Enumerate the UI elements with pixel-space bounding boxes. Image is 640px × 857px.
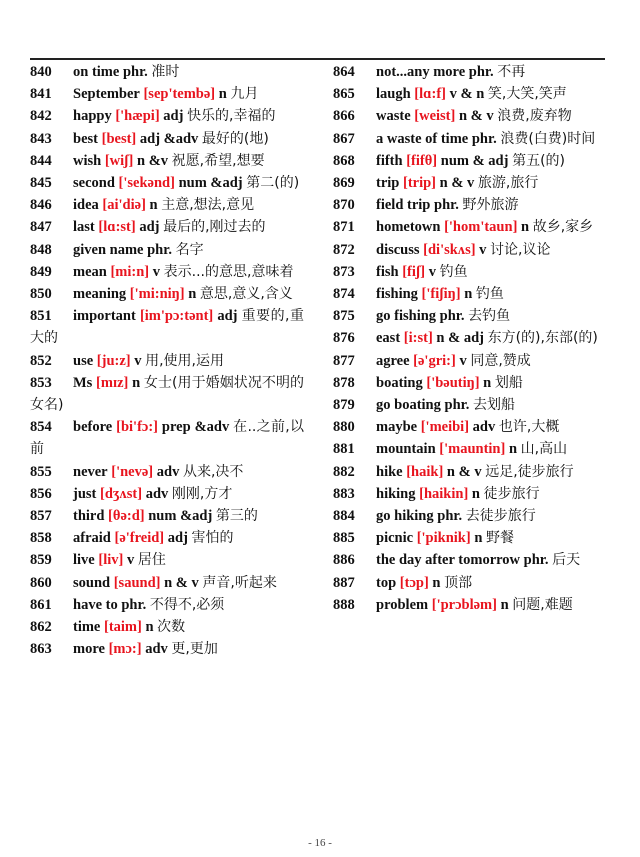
entry-word: afraid [73, 530, 111, 547]
entry-word: have to [73, 596, 118, 613]
entry-part-of-speech: num &adj [178, 175, 243, 192]
entry-part-of-speech: n [432, 574, 441, 591]
entry-number: 876 [333, 330, 355, 347]
entry-meaning: 声音,听起来 [202, 574, 277, 591]
entry-word: second [73, 175, 115, 192]
vocab-entry [333, 594, 607, 616]
entry-word: meaning [73, 286, 127, 303]
entry-meaning: 笑,大笑,笑声 [487, 86, 567, 103]
entry-word: fishing [376, 286, 418, 303]
entry-part-of-speech: n & v [458, 108, 494, 125]
entry-word: last [73, 219, 95, 236]
entry-word: waste [376, 108, 411, 125]
entry-meaning: 野外旅游 [462, 197, 519, 214]
entry-phonetic: [wiʃ] [104, 152, 134, 169]
entry-number: 867 [333, 130, 355, 147]
entry-part-of-speech: phr. [434, 197, 459, 214]
entry-meaning: 问题,难题 [512, 596, 573, 613]
entry-part-of-speech: phr. [439, 308, 465, 325]
entry-word: important [73, 308, 136, 325]
entry-meaning: 徒步旅行 [483, 485, 540, 502]
entry-meaning: 第三的 [215, 508, 258, 525]
vocab-entry [30, 549, 304, 571]
vocab-entry [30, 416, 304, 460]
entry-part-of-speech: n [145, 619, 154, 636]
vocab-entry [333, 305, 607, 327]
entry-number: 878 [333, 374, 355, 391]
entry-word: agree [376, 352, 410, 369]
vocab-entry [30, 105, 304, 127]
vocab-entry [333, 572, 607, 594]
entry-part-of-speech: n [500, 596, 509, 613]
vocab-entry [333, 150, 607, 172]
entry-number: 848 [30, 241, 52, 258]
entry-part-of-speech: v [126, 552, 135, 569]
entry-word: maybe [376, 419, 418, 436]
entry-phonetic: [θə:d] [108, 508, 145, 525]
left-column [30, 61, 304, 660]
entry-meaning: 浪费,废弃物 [497, 108, 572, 125]
vocab-entry [333, 61, 607, 83]
entry-number: 846 [30, 197, 52, 214]
vocab-entry [30, 83, 304, 105]
vocab-entry [333, 350, 607, 372]
entry-part-of-speech: phr. [471, 130, 497, 147]
vocab-entry [333, 483, 607, 505]
entry-part-of-speech: n [132, 374, 141, 391]
entry-phonetic: [mɪz] [96, 374, 129, 391]
entry-phonetic: [taim] [104, 619, 142, 636]
entry-word: fifth [376, 152, 403, 169]
entry-word: the day after tomorrow [376, 552, 521, 569]
entry-number: 888 [333, 596, 355, 613]
entry-word: before [73, 419, 113, 436]
entry-number: 855 [30, 463, 52, 480]
entry-meaning: 九月 [230, 86, 259, 103]
entry-phonetic: [sep'tembə] [143, 86, 216, 103]
vocab-entry [30, 150, 304, 172]
entry-word: go hiking [376, 508, 434, 525]
vocab-entry [30, 527, 304, 549]
entry-number: 865 [333, 86, 355, 103]
entry-phonetic: [ə'freid] [114, 530, 165, 547]
entry-word: fish [376, 263, 399, 280]
entry-part-of-speech: v [479, 241, 487, 258]
entry-part-of-speech: adj &adv [139, 130, 199, 147]
entry-word: not...any more [376, 64, 466, 80]
entry-part-of-speech: n [464, 286, 473, 303]
entry-number: 862 [30, 619, 52, 636]
entry-number: 852 [30, 352, 52, 369]
entry-number: 849 [30, 263, 52, 280]
vocab-entry [333, 105, 607, 127]
entry-phonetic: ['sekənd] [118, 175, 175, 192]
entry-number: 877 [333, 352, 355, 369]
entry-part-of-speech: n [218, 86, 227, 103]
entry-number: 860 [30, 574, 52, 591]
entry-meaning: 去划船 [472, 397, 515, 414]
entry-part-of-speech: n [471, 485, 480, 502]
entry-word: sound [73, 574, 111, 591]
vocab-entry [30, 372, 304, 416]
vocab-entry [30, 216, 304, 238]
entry-meaning: 第五(的) [512, 152, 566, 169]
vocab-entry [333, 416, 607, 438]
entry-phonetic: [di'skʌs] [423, 241, 476, 258]
entry-meaning: 浪费(白费)时间 [500, 130, 596, 147]
entry-number: 886 [333, 552, 355, 569]
entry-number: 866 [333, 108, 355, 125]
vocab-entry [30, 616, 304, 638]
vocab-entry [333, 283, 607, 305]
entry-meaning: 不再 [497, 64, 526, 80]
entry-number: 884 [333, 508, 355, 525]
vocab-entry [30, 572, 304, 594]
entry-meaning: 从来,决不 [182, 463, 244, 480]
entry-phonetic: [ju:z] [96, 352, 131, 369]
vocab-entry [333, 372, 607, 394]
entry-part-of-speech: phr. [147, 241, 172, 258]
entry-part-of-speech: n [474, 530, 483, 547]
entry-part-of-speech: adv [145, 641, 168, 658]
entry-meaning: 后天 [552, 552, 581, 569]
entry-part-of-speech: n [508, 441, 518, 458]
entry-phonetic: [lɑ:st] [98, 219, 136, 236]
entry-word: just [73, 485, 97, 502]
entry-number: 879 [333, 397, 355, 414]
entry-phonetic: [im'pɔ:tənt] [139, 308, 214, 325]
vocab-entry [333, 438, 607, 460]
entry-meaning: 划船 [494, 374, 523, 391]
entry-meaning: 表示...的意思,意味着 [163, 263, 294, 280]
entry-meaning: 用,使用,运用 [145, 352, 225, 369]
vocab-entry [30, 305, 304, 349]
entry-part-of-speech: phr. [121, 596, 147, 613]
entry-phonetic: [trip] [402, 175, 436, 192]
vocab-entry [333, 461, 607, 483]
entry-part-of-speech: phr. [444, 397, 470, 414]
entry-meaning: 故乡,家乡 [532, 219, 594, 236]
entry-number: 843 [30, 130, 52, 147]
entry-number: 854 [30, 419, 52, 436]
vocab-entry [30, 128, 304, 150]
entry-number: 851 [30, 308, 52, 325]
entry-phonetic: [haik] [406, 463, 444, 480]
entry-word: more [73, 641, 105, 658]
entry-number: 872 [333, 241, 355, 258]
entry-number: 882 [333, 463, 355, 480]
entry-number: 844 [30, 152, 52, 169]
vocab-entry [333, 261, 607, 283]
entry-part-of-speech: n [149, 197, 158, 214]
vocab-entry [333, 194, 607, 216]
entry-word: a waste of time [376, 130, 469, 147]
entry-word: field trip [376, 197, 431, 214]
entry-meaning: 也许,大概 [498, 419, 560, 436]
entry-number: 856 [30, 485, 52, 502]
entry-part-of-speech: phr. [523, 552, 549, 569]
entry-meaning: 居住 [137, 552, 166, 569]
vocab-entry [30, 172, 304, 194]
entry-meaning: 钓鱼 [439, 263, 468, 280]
entry-part-of-speech: adj [163, 108, 184, 125]
entry-word: September [73, 86, 140, 103]
entry-phonetic: [i:st] [403, 330, 433, 347]
entry-phonetic: ['nevə] [111, 463, 154, 480]
entry-part-of-speech: v & n [449, 86, 485, 103]
entry-number: 858 [30, 530, 52, 547]
entry-phonetic: [dʒʌst] [100, 485, 143, 502]
entry-part-of-speech: v [134, 352, 142, 369]
entry-number: 875 [333, 308, 355, 325]
vocab-entry [30, 350, 304, 372]
entry-number: 842 [30, 108, 52, 125]
entry-word: top [376, 574, 397, 591]
entry-word: happy [73, 108, 112, 125]
vocab-entry [30, 594, 304, 616]
entry-number: 847 [30, 219, 52, 236]
entry-word: east [376, 330, 401, 347]
entry-phonetic: [tɔp] [399, 574, 429, 591]
vocab-entry [30, 483, 304, 505]
entry-phonetic: [haikin] [419, 485, 469, 502]
entry-phonetic: ['hom'taun] [444, 219, 518, 236]
entry-part-of-speech: n & v [446, 463, 482, 480]
entry-part-of-speech: n [521, 219, 530, 236]
entry-phonetic: [saund] [113, 574, 161, 591]
vocab-entry [333, 172, 607, 194]
entry-number: 871 [333, 219, 355, 236]
entry-number: 873 [333, 263, 355, 280]
entry-meaning: 祝愿,希望,想要 [171, 152, 265, 169]
entry-number: 850 [30, 286, 52, 303]
entry-word: go fishing [376, 308, 437, 325]
entry-meaning: 旅游,旅行 [477, 175, 539, 192]
entry-number: 883 [333, 485, 355, 502]
entry-meaning: 更,更加 [171, 641, 218, 658]
entry-meaning: 准时 [151, 64, 180, 80]
entry-meaning: 害怕的 [191, 530, 234, 547]
entry-number: 869 [333, 175, 355, 192]
vocab-entry [333, 394, 607, 416]
entry-phonetic: ['piknik] [416, 530, 471, 547]
entry-word: hike [376, 463, 403, 480]
entry-meaning: 最后的,刚过去的 [163, 219, 266, 236]
vocab-entry [30, 239, 304, 261]
entry-phonetic: ['bəutiŋ] [426, 374, 480, 391]
entry-word: given name [73, 241, 144, 258]
entry-number: 885 [333, 530, 355, 547]
entry-meaning: 野餐 [486, 530, 515, 547]
vocab-entry [333, 527, 607, 549]
entry-part-of-speech: phr. [122, 64, 148, 80]
entry-phonetic: [bi'fɔ:] [116, 419, 158, 436]
entry-word: trip [376, 175, 400, 192]
entry-word: time [73, 619, 101, 636]
entry-phonetic: ['mi:niŋ] [129, 286, 185, 303]
entry-number: 887 [333, 574, 355, 591]
entry-meaning: 去钓鱼 [468, 308, 511, 325]
vocab-entry [30, 461, 304, 483]
entry-meaning: 重要的,重大的 [30, 308, 304, 347]
entry-meaning: 名字 [175, 241, 204, 258]
entry-number: 870 [333, 197, 355, 214]
page-number: - 16 - [308, 837, 332, 849]
entry-phonetic: [ai'diə] [102, 197, 146, 214]
entry-part-of-speech: num & adj [440, 152, 509, 169]
entry-meaning: 去徒步旅行 [465, 508, 536, 525]
entry-meaning: 女士(用于婚姻状况不明的女名) [30, 374, 305, 414]
right-column [333, 61, 607, 616]
entry-number: 863 [30, 641, 52, 658]
entry-part-of-speech: adv [156, 463, 180, 480]
entry-word: mountain [376, 441, 436, 458]
entry-part-of-speech: n & v [439, 175, 475, 192]
entry-number: 853 [30, 374, 52, 391]
entry-phonetic: ['mauntin] [439, 441, 506, 458]
entry-word: laugh [376, 86, 411, 103]
entry-word: discuss [376, 241, 420, 258]
entry-phonetic: ['prɔbləm] [431, 596, 497, 613]
vocab-entry [30, 194, 304, 216]
vocab-entry [30, 505, 304, 527]
entry-part-of-speech: adv [145, 485, 169, 502]
vocab-entry [333, 327, 607, 349]
entry-word: third [73, 508, 105, 525]
entry-part-of-speech: v [459, 352, 467, 369]
entry-part-of-speech: num &adj [148, 508, 213, 525]
entry-number: 864 [333, 64, 355, 80]
entry-part-of-speech: phr. [468, 64, 494, 80]
entry-meaning: 山,高山 [520, 441, 568, 458]
entry-part-of-speech: v [428, 263, 436, 280]
entry-part-of-speech: adj [139, 219, 160, 236]
vocab-entry [333, 216, 607, 238]
entry-word: go boating [376, 397, 441, 414]
entry-word: use [73, 352, 94, 369]
entry-part-of-speech: n & adj [436, 330, 484, 347]
entry-phonetic: [lɑ:f] [414, 86, 446, 103]
entry-meaning: 次数 [157, 619, 186, 636]
top-rule [30, 58, 605, 60]
vocab-entry [333, 239, 607, 261]
entry-number: 874 [333, 286, 355, 303]
entry-part-of-speech: n & v [164, 574, 199, 591]
entry-meaning: 第二(的) [246, 175, 300, 192]
entry-number: 840 [30, 64, 52, 80]
entry-number: 857 [30, 508, 52, 525]
entry-meaning: 刚刚,方才 [171, 485, 233, 502]
entry-number: 859 [30, 552, 52, 569]
entry-meaning: 讨论,议论 [490, 241, 551, 258]
entry-word: Ms [73, 374, 93, 391]
entry-meaning: 东方(的),东部(的) [487, 330, 598, 347]
vocab-entry [30, 283, 304, 305]
entry-meaning: 钓鱼 [475, 286, 504, 303]
vocab-entry [30, 61, 304, 83]
entry-part-of-speech: phr. [437, 508, 463, 525]
entry-meaning: 在..之前,以前 [30, 419, 304, 458]
entry-word: hometown [376, 219, 441, 236]
entry-word: on time [73, 64, 120, 80]
entry-phonetic: [ə'gri:] [413, 352, 456, 369]
entry-part-of-speech: n [483, 374, 492, 391]
entry-meaning: 主意,想法,意见 [161, 197, 255, 214]
entry-phonetic: [weist] [414, 108, 456, 125]
entry-number: 841 [30, 86, 52, 103]
entry-phonetic: [liv] [98, 552, 124, 569]
entry-phonetic: [best] [101, 130, 137, 147]
entry-phonetic: [fiʃ] [402, 263, 426, 280]
entry-word: picnic [376, 530, 414, 547]
entry-word: problem [376, 596, 429, 613]
entry-number: 861 [30, 596, 52, 613]
entry-meaning: 远足,徒步旅行 [485, 463, 574, 480]
entry-number: 880 [333, 419, 355, 436]
entry-phonetic: ['fiʃiŋ] [421, 286, 461, 303]
entry-meaning: 快乐的,幸福的 [187, 108, 276, 125]
vocab-entry [333, 549, 607, 571]
entry-phonetic: ['meibi] [420, 419, 470, 436]
entry-meaning: 同意,赞成 [470, 352, 531, 369]
vocab-entry [333, 128, 607, 150]
entry-phonetic: ['hæpi] [115, 108, 160, 125]
vocab-entry [30, 261, 304, 283]
entry-phonetic: [fifθ] [406, 152, 438, 169]
entry-part-of-speech: v [152, 263, 161, 280]
entry-part-of-speech: adv [472, 419, 496, 436]
entry-part-of-speech: adj [167, 530, 188, 547]
entry-part-of-speech: adj [217, 308, 238, 325]
entry-meaning: 最好的(地) [201, 130, 269, 147]
vocab-entry [333, 505, 607, 527]
entry-word: boating [376, 374, 423, 391]
entry-meaning: 不得不,必须 [149, 596, 225, 613]
vocab-entry [333, 83, 607, 105]
entry-meaning: 顶部 [444, 574, 473, 591]
vocab-entry [30, 638, 304, 660]
entry-number: 868 [333, 152, 355, 169]
entry-word: wish [73, 152, 102, 169]
entry-meaning: 意思,意义,含义 [199, 286, 293, 303]
entry-word: best [73, 130, 98, 147]
entry-word: live [73, 552, 95, 569]
entry-word: idea [73, 197, 99, 214]
entry-part-of-speech: n &v [137, 152, 169, 169]
entry-phonetic: [mɔ:] [108, 641, 142, 658]
entry-phonetic: [mi:n] [110, 263, 150, 280]
entry-word: mean [73, 263, 107, 280]
entry-word: never [73, 463, 108, 480]
entry-number: 845 [30, 175, 52, 192]
entry-word: hiking [376, 485, 416, 502]
entry-part-of-speech: n [188, 286, 197, 303]
entry-part-of-speech: prep &adv [161, 419, 230, 436]
entry-number: 881 [333, 441, 355, 458]
